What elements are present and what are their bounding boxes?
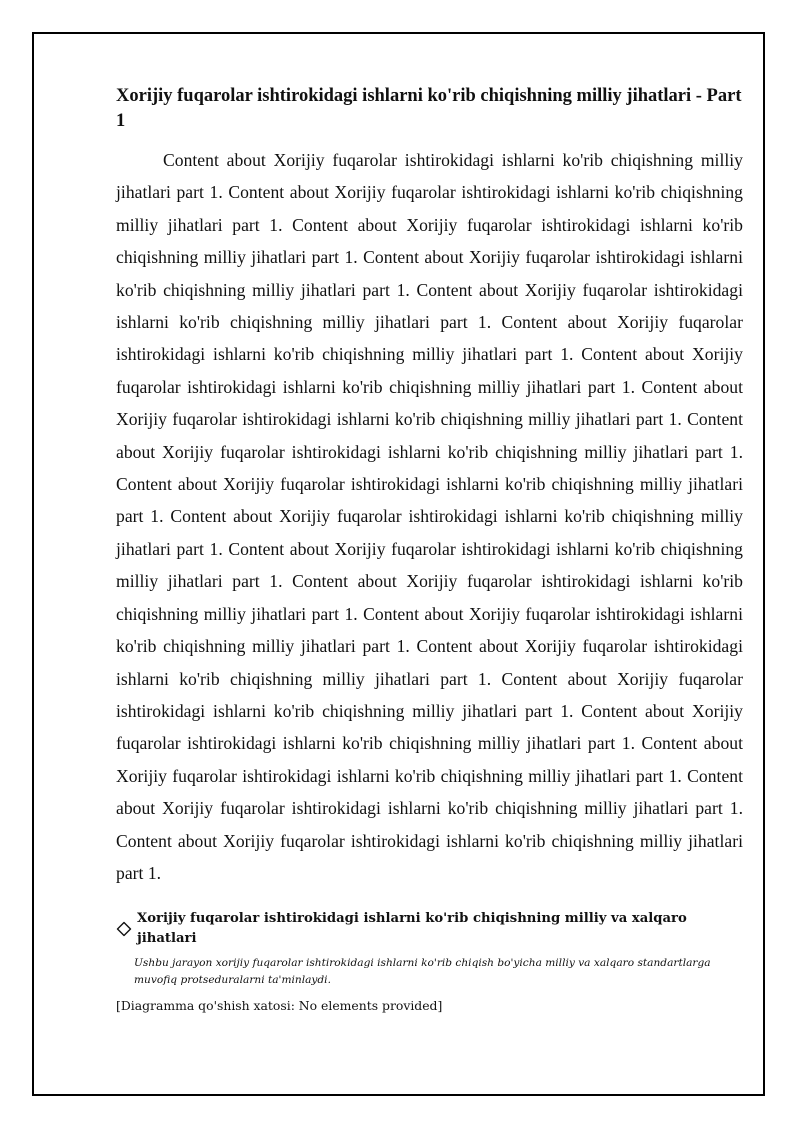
document-title: Xorijiy fuqarolar ishtirokidagi ishlarni ko'rib chiqishning milliy jihatlari - Part 1	[116, 86, 742, 131]
diagram-heading	[116, 909, 743, 949]
document-content	[116, 84, 743, 1015]
tag-icon	[116, 921, 132, 937]
diagram-error-message: [Diagramma qo'shish xatosi: No elements provided]	[116, 998, 443, 1014]
body-paragraph: Content about Xorijiy fuqarolar ishtirokidagi ishlarni ko'rib chiqishning milliy jihatlari part 1. Content about Xorijiy fuqarolar ishtirokidagi ishlarni ko'rib chiqishning milliy jihatlari part 1. Content about Xorijiy fuqarolar ishtirokidagi ishlarni ko'rib chiqishning milliy jihatlari part 1. Content about Xorijiy fuqarolar ishtirokidagi ishlarni ko'rib chiqishning milliy jihatlari part 1. Content about Xorijiy fuqarolar ishtirokidagi ishlarni ko'rib chiqishning milliy jihatlari part 1. Content about Xorijiy fuqarolar ishtirokidagi ishlarni ko'rib chiqishning milliy jihatlari part 1. Content about Xorijiy fuqarolar ishtirokidagi ishlarni ko'rib chiqishning milliy jihatlari part 1. Content about Xorijiy fuqarolar ishtirokidagi ishlarni ko'rib chiqishning milliy jihatlari part 1. Content about Xorijiy fuqarolar ishtirokidagi ishlarni ko'rib chiqishning milliy jihatlari part 1. Content about Xorijiy fuqarolar ishtirokidagi ishlarni ko'rib chiqishning milliy jihatlari part 1. Content about Xorijiy fuqarolar ishtirokidagi ishlarni ko'rib chiqishning milliy jihatlari part 1. Content about Xorijiy fuqarolar ishtirokidagi ishlarni ko'rib chiqishning milliy jihatlari part 1. Content about Xorijiy fuqarolar ishtirokidagi ishlarni ko'rib chiqishning milliy jihatlari part 1. Content about Xorijiy fuqarolar ishtirokidagi ishlarni ko'rib chiqishning milliy jihatlari part 1. Content about Xorijiy fuqarolar ishtirokidagi ishlarni ko'rib chiqishning milliy jihatlari part 1. Content about Xorijiy fuqarolar ishtirokidagi ishlarni ko'rib chiqishning milliy jihatlari part 1. Content about Xorijiy fuqarolar ishtirokidagi ishlarni ko'rib chiqishning milliy jihatlari part 1. Content about Xorijiy fuqarolar ishtirokidagi ishlarni ko'rib chiqishning milliy jihatlari part 1. Content about Xorijiy fuqarolar ishtirokidagi ishlarni ko'rib chiqishning milliy jihatlari part 1. Content about Xorijiy fuqarolar ishtirokidagi ishlarni ko'rib chiqishning milliy jihatlari part 1.	[116, 150, 743, 883]
diagram-heading-text: Xorijiy fuqarolar ishtirokidagi ishlarni ko'rib chiqishning milliy va xalqaro jihatlari	[137, 911, 687, 947]
diagram-description: Ushbu jarayon xorijiy fuqarolar ishtirokidagi ishlarni ko'rib chiqish bo'yicha milliy va xalqaro standartlarga muvofiq protseduralarni ta'minlaydi.	[134, 957, 711, 987]
